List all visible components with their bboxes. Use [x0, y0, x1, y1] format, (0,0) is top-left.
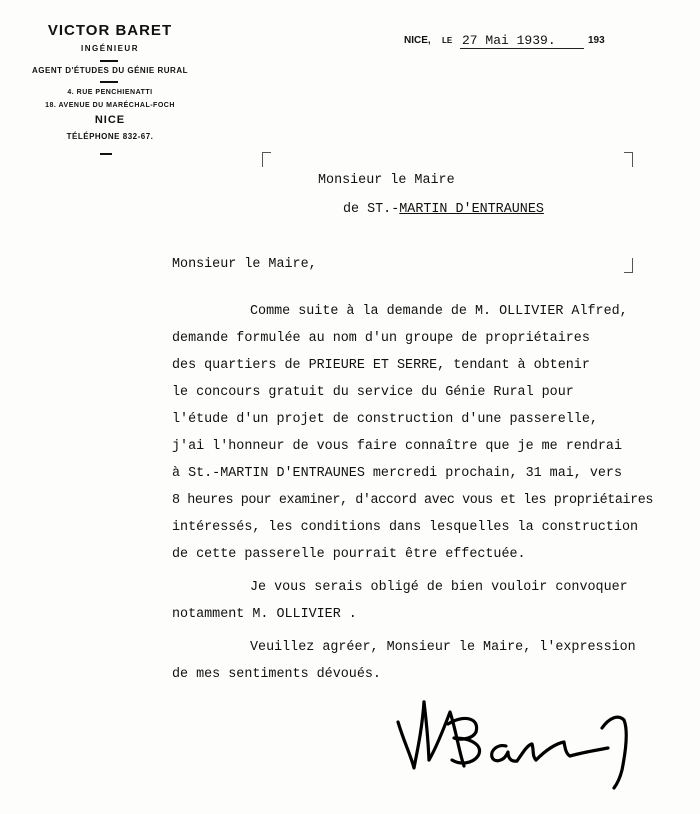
body-line: à St.-MARTIN D'ENTRAUNES mercredi prochain, 31 mai, vers — [172, 466, 622, 481]
body-line: Comme suite à la demande de M. OLLIVIER Alfred, — [250, 304, 628, 319]
body-line: le concours gratuit du service du Génie Rural pour — [172, 385, 574, 400]
date-le: LE — [442, 36, 453, 45]
body-line: j'ai l'honneur de vous faire connaître que je me rendrai — [172, 439, 622, 454]
body-line: des quartiers de PRIEURE ET SERRE, tendant à obtenir — [172, 358, 590, 373]
recipient-commune: MARTIN D'ENTRAUNES — [399, 202, 544, 217]
date-year-suffix: 193 — [588, 35, 605, 46]
letterhead-divider — [100, 153, 112, 155]
address-window-mark — [624, 258, 633, 273]
body-line: notamment M. OLLIVIER . — [172, 607, 357, 622]
letterhead-address-line1: 4. RUE PENCHIENATTI — [67, 89, 153, 96]
letterhead-address-line2: 18. AVENUE DU MARÉCHAL-FOCH — [45, 102, 175, 109]
address-window-mark — [262, 152, 271, 167]
body-line: de cette passerelle pourrait être effectuée. — [172, 547, 526, 562]
body-line: Veuillez agréer, Monsieur le Maire, l'expression — [250, 640, 636, 655]
body-line: intéressés, les conditions dans lesquelles la construction — [172, 520, 639, 535]
recipient-line1: Monsieur le Maire — [318, 173, 455, 188]
letterhead-divider — [100, 81, 118, 83]
address-window-mark — [624, 152, 633, 167]
body-line: Je vous serais obligé de bien vouloir convoquer — [250, 580, 628, 595]
letterhead-city: NICE — [94, 114, 126, 126]
recipient-line2 — [343, 202, 544, 217]
body-line: demande formulée au nom d'un groupe de propriétaires — [172, 331, 590, 346]
date-line — [404, 33, 694, 53]
letterhead-title: INGÉNIEUR — [81, 44, 139, 53]
letterhead-divider — [100, 60, 118, 62]
letterhead-name: VICTOR BARET — [47, 22, 173, 39]
date-city: NICE, — [404, 35, 431, 46]
letterhead-phone: TÉLÉPHONE 832-67. — [66, 132, 154, 141]
body-line: l'étude d'un projet de construction d'une passerelle, — [172, 412, 598, 427]
salutation: Monsieur le Maire, — [172, 257, 317, 272]
date-value: 27 Mai 1939. — [462, 33, 556, 48]
body-line: de mes sentiments dévoués. — [172, 667, 381, 682]
signature — [384, 690, 644, 795]
letterhead-position: AGENT D'ÉTUDES DU GÉNIE RURAL — [32, 66, 188, 75]
date-underline — [460, 48, 584, 49]
recipient-line2-prefix: de ST.- — [343, 202, 400, 217]
body-line: 8 heures pour examiner, d'accord avec vous et les propriétaires — [172, 493, 654, 508]
